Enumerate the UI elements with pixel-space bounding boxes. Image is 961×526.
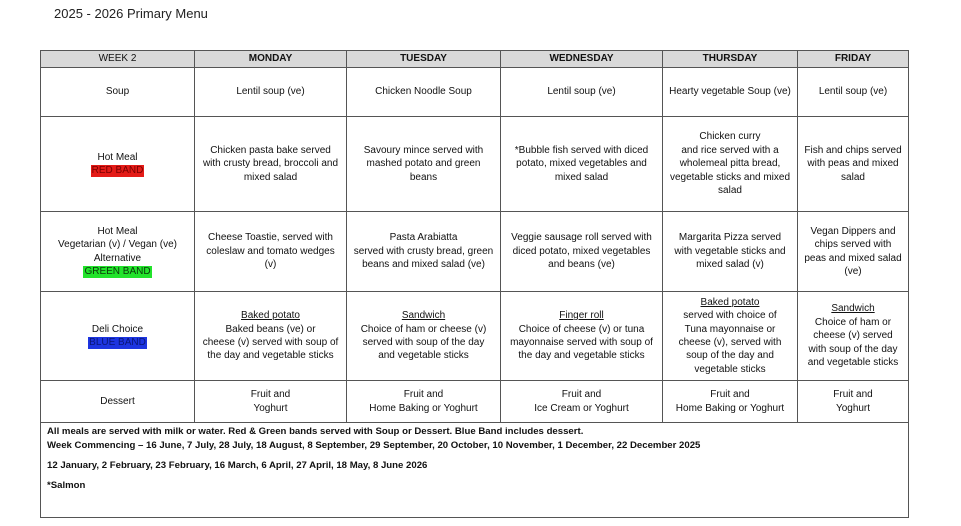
hot-meal-row: [41, 117, 909, 212]
cell-line: and vegetable sticks: [378, 350, 469, 362]
cell-line: Baked beans (ve) or: [225, 323, 316, 335]
hot-meal-cell: [501, 117, 663, 212]
veg-cell: [501, 212, 663, 292]
cell-line: vegetable sticks: [694, 363, 766, 375]
cell-line: with crusty bread, broccoli and: [202, 158, 339, 170]
deli-heading: Baked potato: [241, 310, 300, 322]
day-header-wednesday: WEDNESDAY: [501, 51, 663, 68]
cell-line: Home Baking or Yoghurt: [675, 402, 785, 414]
deli-heading: Sandwich: [831, 303, 875, 315]
cell-line: mashed potato and green: [366, 158, 481, 170]
cell-line: served with choice of: [683, 310, 777, 322]
cell-line: and rice served with a: [681, 144, 779, 156]
deli-heading: Finger roll: [559, 310, 604, 322]
cell-line: mixed salad: [554, 171, 609, 183]
dessert-cell: [501, 381, 663, 423]
cell-line: beans: [409, 171, 438, 183]
cell-line: peas and mixed salad: [804, 252, 902, 264]
cell-line: Veggie sausage roll served with: [511, 232, 652, 244]
cell-line: cheese (v) served with soup of: [202, 337, 339, 348]
cell-line: coleslaw and tomato wedges: [206, 245, 335, 257]
cell-line: beans and mixed salad (ve): [362, 259, 485, 271]
veg-cell: [347, 212, 501, 292]
cell-line: *Bubble fish served with diced: [514, 144, 649, 156]
hot-meal-cell: [663, 117, 798, 212]
veg-label-line: Vegetarian (v) / Vegan (ve): [58, 239, 177, 251]
cell-line: Home Baking or Yoghurt: [369, 402, 478, 414]
deli-row: [41, 292, 909, 381]
cell-line: Chicken curry: [699, 131, 761, 143]
cell-line: mixed salad: [243, 171, 298, 183]
cell-line: served with soup of the day: [362, 337, 485, 348]
cell-line: with peas and mixed: [807, 158, 899, 170]
cell-line: cheese (v), served with: [678, 337, 782, 348]
veg-cell: [195, 212, 347, 292]
cell-line: Choice of cheese (v) or tuna: [518, 323, 645, 335]
menu-table: [40, 50, 909, 518]
day-header-monday: MONDAY: [195, 51, 347, 68]
soup-cell: Lentil soup (ve): [195, 68, 347, 117]
hot-meal-cell: [347, 117, 501, 212]
row-label-dessert: Dessert: [41, 381, 195, 423]
deli-heading: Baked potato: [700, 296, 760, 308]
deli-cell: [798, 292, 909, 381]
veg-cell: [798, 212, 909, 292]
soup-cell: Lentil soup (ve): [798, 68, 909, 117]
deli-cell: [347, 292, 501, 381]
header-row: [41, 51, 909, 68]
cell-line: Choice of ham or cheese (v): [360, 323, 487, 335]
cell-line: wholemeal pitta bread,: [679, 158, 781, 170]
notes-meals-info: All meals are served with milk or water. Red & Green bands served with Soup or Dessert. Blue Band includes dessert.: [47, 426, 584, 437]
cell-line: salad: [718, 185, 742, 197]
cell-line: mayonnaise served with soup of: [510, 337, 653, 348]
day-header-friday: FRIDAY: [798, 51, 909, 68]
dessert-cell: [798, 381, 909, 423]
cell-line: Ice Cream or Yoghurt: [534, 402, 629, 414]
soup-cell: Chicken Noodle Soup: [347, 68, 501, 117]
green-band-badge: GREEN BAND: [84, 265, 151, 277]
deli-cell: [501, 292, 663, 381]
red-band-badge: RED BAND: [91, 165, 144, 176]
soup-cell: Lentil soup (ve): [501, 68, 663, 117]
row-label-soup: Soup: [41, 68, 195, 117]
dessert-cell: [663, 381, 798, 423]
cell-line: Fruit and: [833, 389, 873, 401]
row-label-deli: [41, 292, 195, 381]
cell-line: Vegan Dippers and: [810, 225, 896, 237]
cell-line: served with crusty bread, green: [353, 245, 494, 257]
cell-line: Pasta Arabiatta: [389, 232, 458, 244]
row-label-vegetarian: [41, 212, 195, 292]
row-label-hot-meal: [41, 117, 195, 212]
cell-line: with vegetable sticks and: [674, 245, 786, 257]
cell-line: Savoury mince served with: [363, 144, 484, 156]
soup-cell: Hearty vegetable Soup (ve): [663, 68, 798, 117]
notes-footnote: *Salmon: [47, 480, 86, 491]
cell-line: the day and vegetable sticks: [207, 350, 334, 362]
hot-meal-cell: [798, 117, 909, 212]
day-header-tuesday: TUESDAY: [347, 51, 501, 68]
cell-line: soup of the day and: [686, 350, 774, 362]
cell-line: Yoghurt: [835, 402, 871, 414]
deli-cell: [195, 292, 347, 381]
cell-line: potato, mixed vegetables and: [516, 158, 647, 170]
cell-line: diced potato, mixed vegetables: [512, 245, 651, 257]
soup-row: [41, 68, 909, 117]
cell-line: the day and vegetable sticks: [518, 350, 645, 362]
cell-line: Cheese Toastie, served with: [208, 232, 333, 244]
veg-cell: [663, 212, 798, 292]
cell-line: salad: [841, 171, 865, 183]
dessert-cell: [347, 381, 501, 423]
hot-meal-label: Hot Meal: [97, 151, 138, 163]
cell-line: and beans (ve): [548, 259, 615, 271]
veg-label-line: Alternative: [93, 252, 142, 264]
document-title: 2025 - 2026 Primary Menu: [54, 6, 208, 21]
notes-week-commencing: Week Commencing – 16 June, 7 July, 28 July, 18 August, 8 September, 29 September, 20 October, 10 November, 1 December, 22 December 2025: [47, 440, 701, 451]
cell-line: Chicken pasta bake served: [210, 144, 331, 156]
cell-line: Choice of ham or: [814, 316, 892, 328]
deli-heading: Sandwich: [401, 310, 446, 322]
cell-line: cheese (v) served: [813, 330, 893, 342]
cell-line: (ve): [844, 265, 862, 277]
blue-band-badge: BLUE BAND: [89, 337, 146, 348]
veg-label-line: Hot Meal: [97, 225, 138, 237]
notes-row: [41, 423, 909, 518]
notes-cell: [41, 423, 909, 518]
cell-line: Fruit and: [561, 389, 602, 401]
cell-line: and vegetable sticks: [807, 357, 899, 369]
dessert-cell: [195, 381, 347, 423]
cell-line: (v): [264, 259, 277, 271]
notes-dates-2026: 12 January, 2 February, 23 February, 16 March, 6 April, 27 April, 18 May, 8 June 2026: [47, 460, 428, 471]
cell-line: Margarita Pizza served: [678, 232, 782, 244]
veg-row: [41, 212, 909, 292]
deli-label: Deli Choice: [91, 323, 144, 335]
dessert-row: [41, 381, 909, 423]
deli-cell: [663, 292, 798, 381]
cell-line: Fruit and: [250, 389, 291, 401]
cell-line: Fish and chips served: [804, 144, 902, 156]
cell-line: Fruit and: [403, 389, 444, 401]
cell-line: Tuna mayonnaise or: [684, 323, 776, 335]
cell-line: mixed salad (v): [696, 259, 764, 271]
day-header-thursday: THURSDAY: [663, 51, 798, 68]
cell-line: Fruit and: [710, 389, 750, 401]
cell-line: Yoghurt: [253, 402, 288, 414]
cell-line: vegetable sticks and mixed: [669, 171, 791, 183]
week-header: WEEK 2: [41, 51, 195, 68]
cell-line: with soup of the day: [808, 343, 898, 355]
cell-line: chips served with: [814, 239, 892, 251]
hot-meal-cell: [195, 117, 347, 212]
